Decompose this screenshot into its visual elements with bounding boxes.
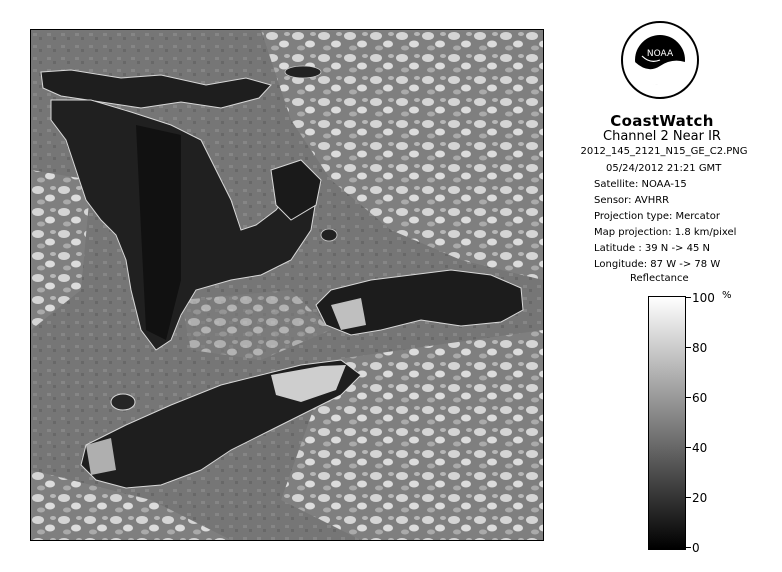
latitude-label: Latitude : 39 N -> 45 N [594, 243, 710, 254]
colorbar-tick-label: 40 [692, 441, 708, 455]
noaa-logo [620, 20, 700, 100]
lake-simcoe [321, 229, 337, 241]
projection-type-label: Projection type: Mercator [594, 211, 720, 222]
satellite-map [30, 29, 544, 541]
colorbar-tick-label: 60 [692, 391, 708, 405]
colorbar-tick [685, 547, 691, 548]
colorbar-tick-label: 0 [692, 541, 700, 555]
longitude-label: Longitude: 87 W -> 78 W [594, 259, 721, 270]
reflectance-colorbar [648, 296, 686, 550]
colorbar-tick [685, 347, 691, 348]
app-title: CoastWatch [610, 112, 714, 130]
colorbar-tick-label: 20 [692, 491, 708, 505]
colorbar-tick [685, 497, 691, 498]
filename-label: 2012_145_2121_N15_GE_C2.PNG [580, 146, 748, 157]
lake-st-clair [111, 394, 135, 410]
logo-text: NOAA [646, 49, 674, 59]
satellite-label: Satellite: NOAA-15 [594, 179, 687, 190]
map-projection-label: Map projection: 1.8 km/pixel [594, 227, 737, 238]
colorbar-tick [685, 297, 691, 298]
legend-title: Reflectance [630, 273, 689, 284]
map-image [31, 30, 543, 540]
colorbar-tick [685, 447, 691, 448]
datetime-label: 05/24/2012 21:21 GMT [606, 163, 722, 174]
colorbar-tick-label: 100 [692, 291, 715, 305]
lake-nipigon [285, 66, 321, 78]
legend-unit: % [722, 290, 732, 301]
channel-label: Channel 2 Near IR [603, 129, 721, 144]
colorbar-tick [685, 397, 691, 398]
colorbar-tick-label: 80 [692, 341, 708, 355]
sensor-label: Sensor: AVHRR [594, 195, 670, 206]
